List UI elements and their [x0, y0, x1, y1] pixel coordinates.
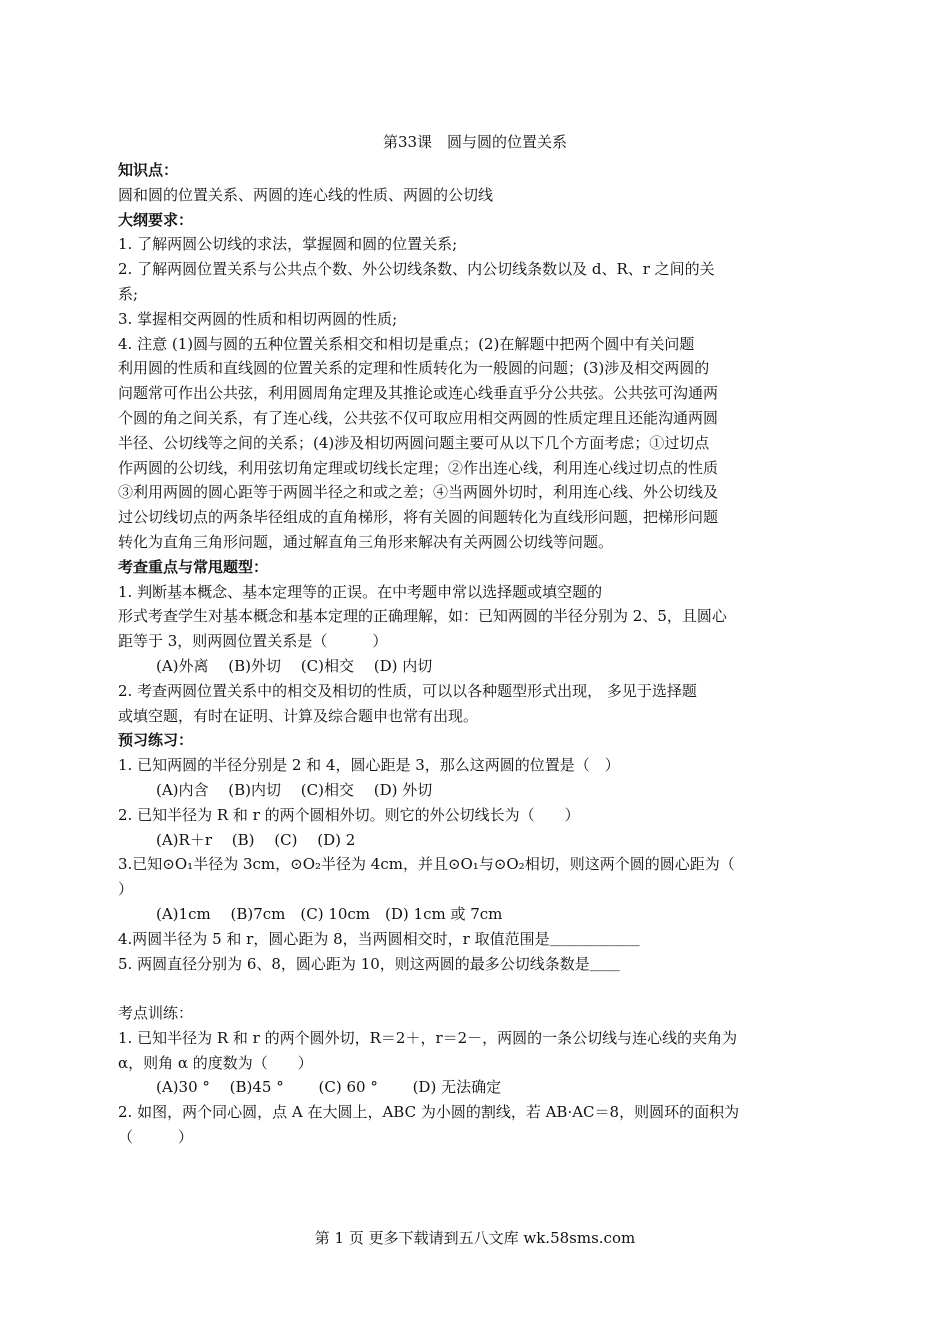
text-line: 3. 掌握相交两圆的性质和相切两圆的性质;	[118, 309, 398, 328]
lesson-title: 第33课 圆与圆的位置关系	[382, 133, 568, 151]
text-line: (A)30 ° (B)45 ° (C) 60 ° (D) 无法确定	[156, 1078, 502, 1097]
text-line: 个圆的角之间关系，有了连心线，公共弦不仅可取应用相交两圆的性质定理且还能沟通两圆	[118, 408, 719, 427]
text-line: 过公切线切点的两条毕径组成的直角梯形，将有关圆的间题转化为直线形问题，把梯形问题	[118, 508, 719, 527]
page-footer: 第 1 页 更多下载请到五八文库 wk.58sms.com	[314, 1229, 636, 1247]
text-line: 作两圆的公切线，利用弦切角定理或切线长定理；②作出连心线，利用连心线过切点的性质	[118, 458, 719, 477]
text-line: 1. 已知半径为 R 和 r 的两个圆外切，R＝2＋，r＝2－，两圆的一条公切线与连心线的夹角为	[118, 1028, 738, 1047]
text-line: 考点训练：	[118, 1004, 194, 1023]
text-line: 问题常可作出公共弦，利用圆周角定理及其推论或连心线垂直乎分公共弦。公共弦可沟通两	[118, 384, 719, 403]
text-line: (A)R＋r (B) (C) (D) 2	[156, 830, 356, 849]
section-heading: 考查重点与常甩题型：	[118, 557, 269, 576]
text-line: 1. 了解两圆公切线的求法，掌握圆和圆的位置关系;	[118, 235, 458, 254]
section-heading: 预习练习：	[118, 731, 194, 750]
text-line: 距等于 3，则两圆位置关系是（ ）	[118, 632, 388, 651]
text-line: 圆和圆的位置关系、两圆的连心线的性质、两圆的公切线	[118, 185, 494, 204]
text-line: 1. 已知两圆的半径分别是 2 和 4，圆心距是 3，那么这两圆的位置是（ ）	[118, 756, 620, 775]
text-line: ③利用两圆的圆心距等于两圆半径之和或之差；④当两圆外切时，利用连心线、外公切线及	[118, 483, 719, 502]
text-line: 5. 两圆直径分别为 6、8，圆心距为 10，则这两圆的最多公切线条数是＿＿	[118, 954, 620, 973]
section-heading: 大纲要求：	[118, 210, 194, 229]
text-line: 2. 已知半径为 R 和 r 的两个圆相外切。则它的外公切线长为（ ）	[118, 805, 580, 824]
text-line: 2. 考查两圆位置关系中的相交及相切的性质，可以以各种题型形式出现， 多见于选择题	[118, 681, 697, 700]
text-line: 3.已知⊙O₁半径为 3cm，⊙O₂半径为 4cm，并且⊙O₁与⊙O₂相切，则这两个圆的圆心距为（	[118, 855, 735, 874]
section-heading: 知识点：	[118, 161, 179, 179]
text-line: （ ）	[118, 1128, 194, 1147]
text-line: 利用圆的性质和直线圆的位置关系的定理和性质转化为一般圆的问题；(3)涉及相交两圆的	[118, 359, 710, 378]
text-line: 形式考查学生对基本概念和基本定理的正确理解，如：已知两圆的半径分别为 2、5，且圆心	[118, 607, 727, 626]
text-line: 系;	[118, 284, 139, 303]
text-line: ）	[118, 880, 134, 899]
text-line: 半径、公切线等之间的关系；(4)涉及相切两圆问题主要可从以下几个方面考虑；①过切点	[118, 433, 710, 452]
text-line: 1. 判断基本概念、基本定理等的正误。在中考题申常以选择题或填空题的	[118, 582, 603, 601]
text-line: α，则角 α 的度数为（ ）	[118, 1053, 313, 1072]
text-line: (A)内含 (B)内切 (C)相交 (D) 外切	[156, 780, 433, 799]
text-line: 2. 了解两圆位置关系与公共点个数、外公切线条数、内公切线条数以及 d、R、r 之间的关	[118, 260, 715, 279]
text-line: 转化为直角三角形问题，通过解直角三角形来解决有关两圆公切线等问题。	[118, 532, 614, 551]
text-line: (A)外离 (B)外切 (C)相交 (D) 内切	[156, 656, 433, 675]
text-line: 或填空题，有时在证明、计算及综合题申也常有出现。	[118, 706, 479, 725]
document-body	[118, 158, 832, 1150]
text-line: 4.两圆半径为 5 和 r，圆心距为 8，当两圆相交时，r 取值范围是＿＿＿＿＿＿	[118, 929, 640, 948]
text-line: (A)1cm (B)7cm (C) 10cm (D) 1cm 或 7cm	[156, 904, 503, 923]
text-line	[118, 976, 832, 1001]
text-line: 2. 如图，两个同心圆，点 A 在大圆上，ABC 为小圆的割线，若 AB·AC＝8，则圆环的面积为	[118, 1103, 740, 1122]
text-line: 4. 注意 (1)圆与圆的五种位置关系相交和相切是重点；(2)在解题中把两个圆中有关问题	[118, 334, 695, 353]
